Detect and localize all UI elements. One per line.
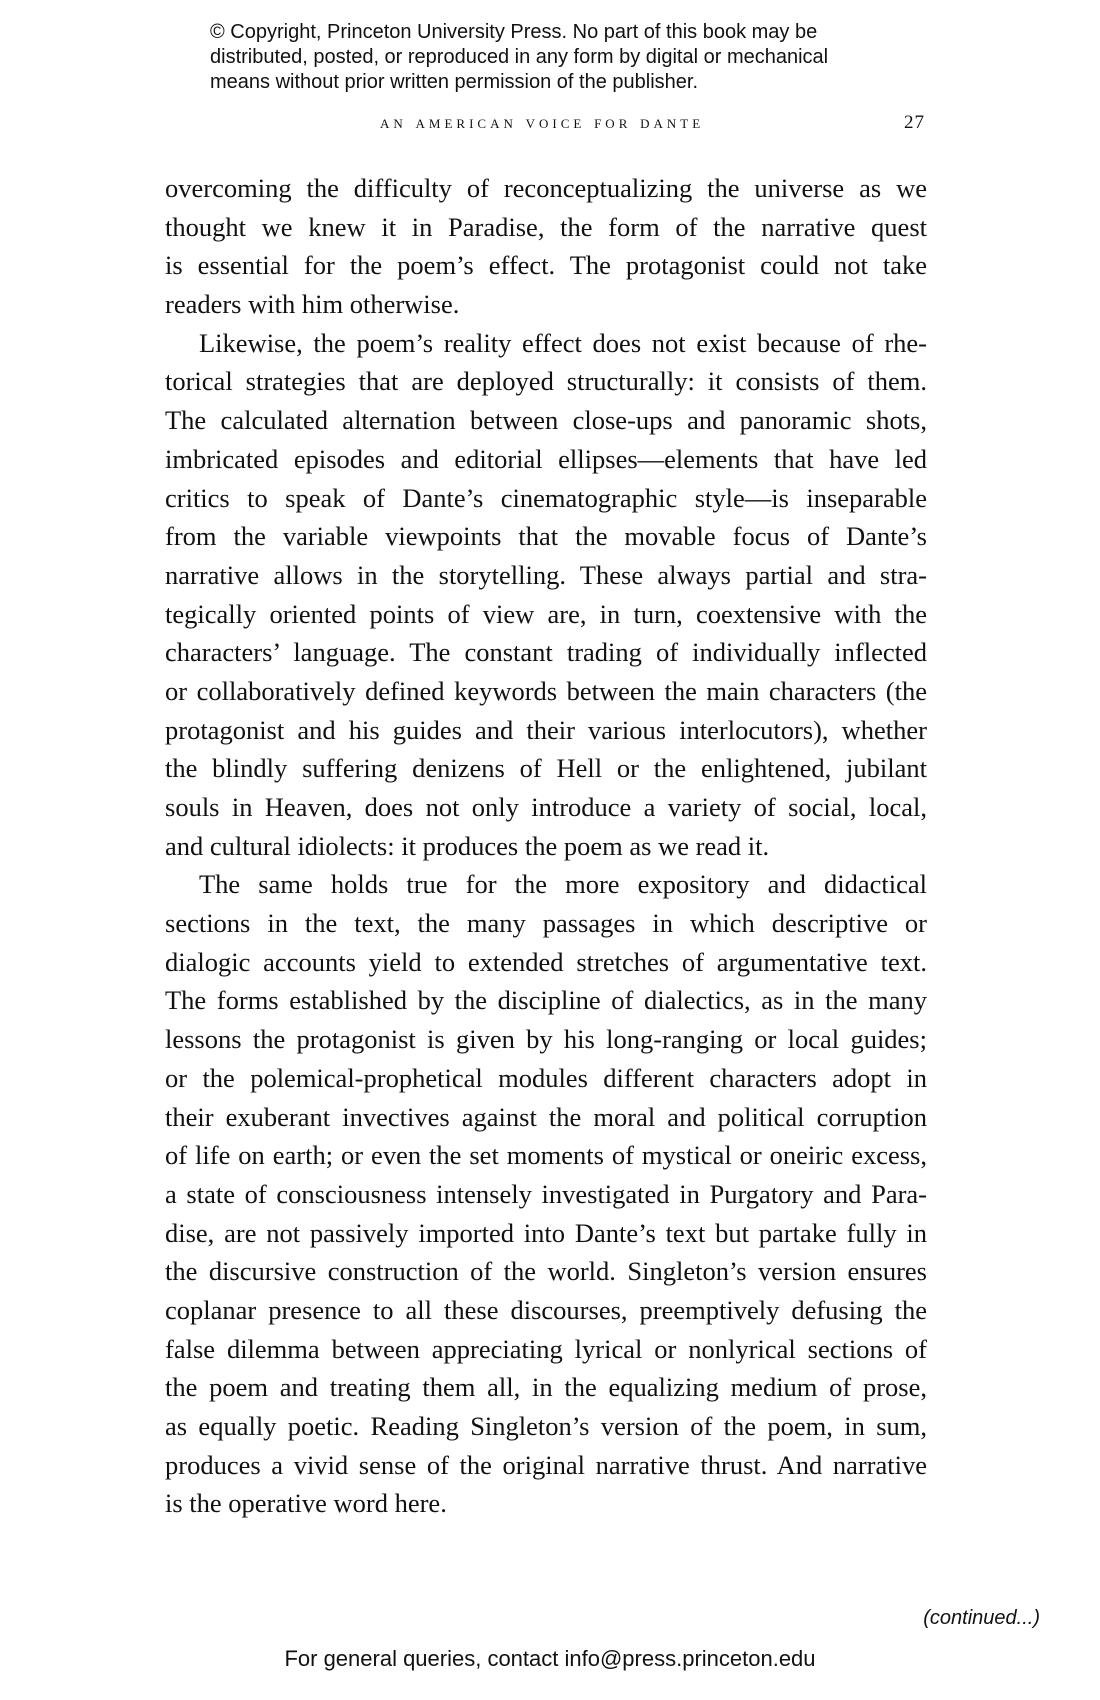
text-line: dialogic accounts yield to extended stretches of argumentative text.	[165, 946, 927, 977]
body-text	[165, 169, 927, 1523]
text-line: tegically oriented points of view are, in turn, coextensive with the	[165, 598, 927, 629]
text-line: Likewise, the poem’s reality effect does not exist because of rhe-	[199, 327, 927, 358]
text-line: the discursive construction of the world. Singleton’s version ensures	[165, 1256, 927, 1287]
text-line: overcoming the difficulty of reconceptualizing the universe as we	[165, 173, 927, 203]
copyright-line: distributed, posted, or reproduced in any form by digital or mechanical	[210, 46, 829, 68]
footer-contact	[0, 1646, 1100, 1672]
copyright-notice	[210, 20, 910, 95]
copyright-line: means without prior written permission of the publisher.	[210, 71, 699, 93]
text-line: torical strategies that are deployed structurally: it consists of them.	[165, 366, 927, 397]
footer-contact-text: For general queries, contact info@press.princeton.edu	[284, 1646, 816, 1671]
text-line: from the variable viewpoints that the movable focus of Dante’s	[165, 521, 927, 552]
text-line: characters’ language. The constant trading of individually inflected	[165, 637, 927, 668]
text-line: sections in the text, the many passages in which descriptive or	[165, 908, 927, 939]
text-line: and cultural idiolects: it produces the poem as we read it.	[165, 830, 770, 861]
text-line: produces a vivid sense of the original narrative thrust. And narrative	[165, 1449, 927, 1480]
text-line: a state of consciousness intensely investigated in Purgatory and Para-	[165, 1178, 927, 1209]
text-line: as equally poetic. Reading Singleton’s version of the poem, in sum,	[165, 1411, 927, 1441]
text-line: or the polemical-prophetical modules different characters adopt in	[165, 1062, 927, 1093]
text-line: of life on earth; or even the set moments of mystical or oneiric excess,	[165, 1140, 927, 1171]
continued-label: (continued...)	[923, 1607, 1040, 1629]
text-line: the blindly suffering denizens of Hell or the enlightened, jubilant	[165, 753, 927, 784]
page-number: 27	[904, 112, 925, 133]
text-line: protagonist and his guides and their various interlocutors), whether	[165, 714, 927, 745]
text-line: the poem and treating them all, in the equalizing medium of prose,	[165, 1372, 927, 1403]
text-line: critics to speak of Dante’s cinematographic style—is inseparable	[165, 482, 927, 513]
text-line: The forms established by the discipline of dialectics, as in the many	[165, 985, 927, 1016]
running-head	[380, 112, 925, 134]
text-line: their exuberant invectives against the moral and political corruption	[165, 1101, 927, 1132]
text-line: false dilemma between appreciating lyrical or nonlyrical sections of	[165, 1333, 927, 1364]
text-line: is the operative word here.	[165, 1488, 447, 1519]
text-line: or collaboratively defined keywords between the main characters (the	[165, 675, 927, 706]
text-line: narrative allows in the storytelling. These always partial and stra-	[165, 559, 927, 590]
text-line: souls in Heaven, does not only introduce a variety of social, local,	[165, 792, 927, 822]
text-line: readers with him otherwise.	[165, 289, 460, 320]
text-line: coplanar presence to all these discourses, preemptively defusing the	[165, 1294, 927, 1325]
text-line: The calculated alternation between close-ups and panoramic shots,	[165, 405, 927, 436]
text-line: thought we knew it in Paradise, the form of the narrative quest	[165, 211, 927, 242]
text-line: The same holds true for the more expository and didactical	[199, 869, 927, 900]
running-head-title: an american voice for dante	[380, 112, 705, 133]
text-line: imbricated episodes and editorial ellipses—elements that have led	[165, 443, 927, 474]
text-line: lessons the protagonist is given by his long-ranging or local guides;	[165, 1024, 927, 1055]
copyright-line: © Copyright, Princeton University Press. No part of this book may be	[210, 21, 818, 43]
text-line: dise, are not passively imported into Dante’s text but partake fully in	[165, 1217, 927, 1248]
text-line: is essential for the poem’s effect. The protagonist could not take	[165, 250, 927, 281]
